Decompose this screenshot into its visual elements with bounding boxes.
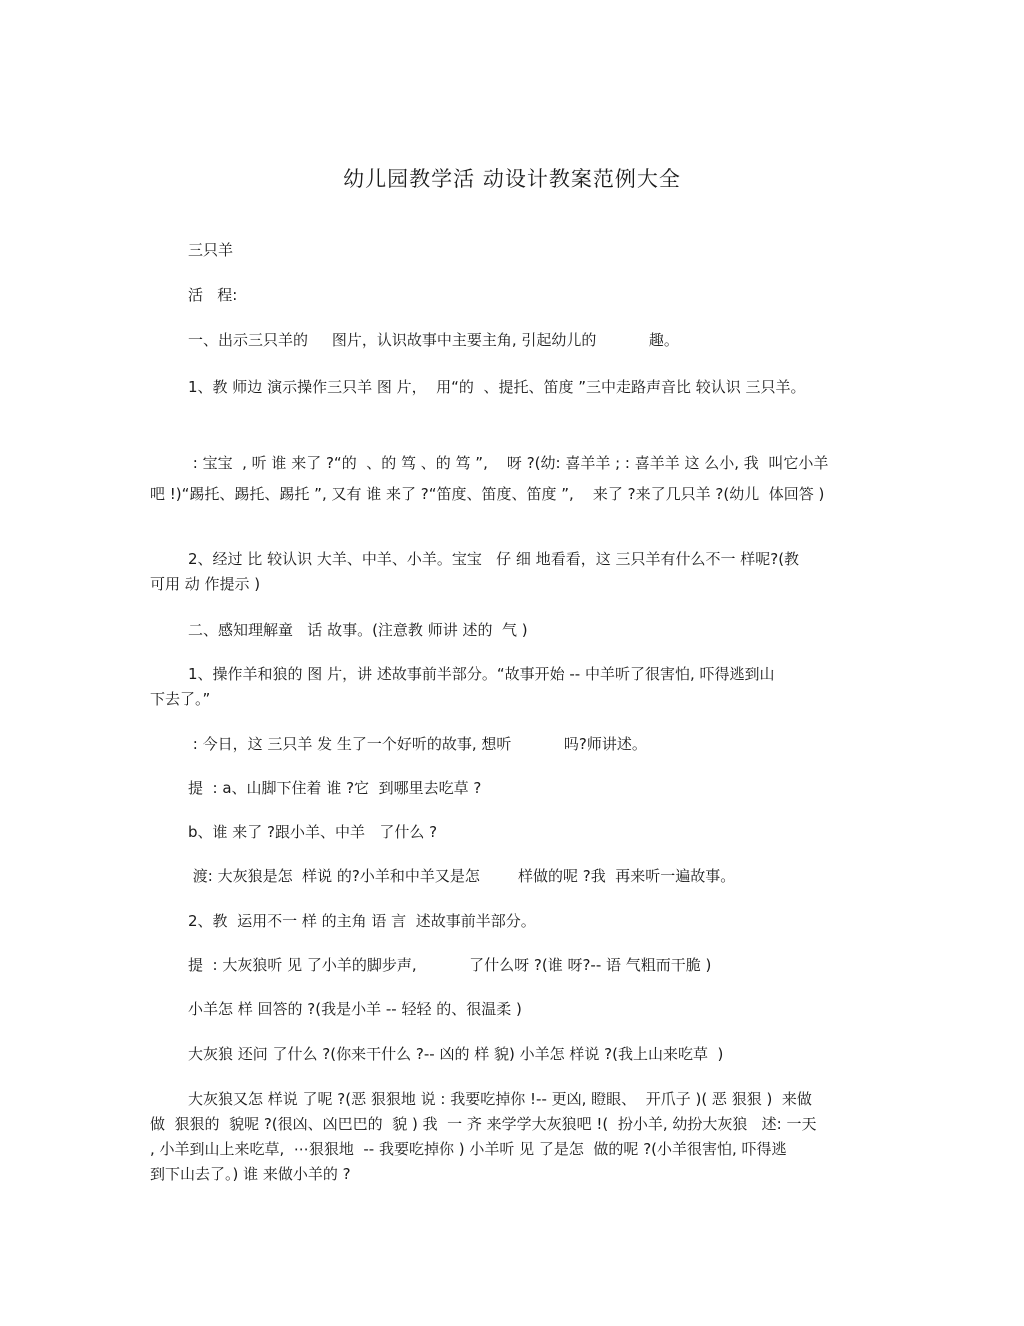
question-a: 提 : a、山脚下住着 谁 ?它 到哪里去吃草 ? [188, 779, 482, 797]
dialogue-paragraph-line-2: 吧 !)“踢托、踢托、踢托 ”, 又有 谁 来了 ?“笛度、笛度、笛度 ”, 来了 ?来了几只羊 ?(幼儿 体回答 ) [150, 485, 825, 503]
activity-process-label: 活 程: [188, 286, 238, 304]
teacher-narration-line: : 今日，这 三只羊 发 生了一个好听的故事, 想听 吗?师讲述。 [188, 735, 647, 753]
section-heading-three-sheep: 三只羊 [188, 241, 234, 259]
step-two-item-1-line-1: 1、操作羊和狼的 图 片，讲 述故事前半部分。“故事开始 -- 中羊听了很害怕, 吓得逃到山 [188, 665, 775, 683]
step-two-item-2: 2、教 运用不一 样 的主角 语 言 述故事前半部分。 [188, 912, 536, 930]
question-b: b、谁 来了 ?跟小羊、中羊 了什么 ? [188, 823, 438, 841]
closing-paragraph-line-2: 做 狠狠的 貌呢 ?(很凶、凶巴巴的 貌 ) 我 一 齐 来学学大灰狼吧 !( 扮小羊, 幼扮大灰狼 述: 一天 [150, 1115, 817, 1133]
transition-line: 渡: 大灰狼是怎 样说 的?小羊和中羊又是怎 样做的呢 ?我 再来听一遍故事。 [188, 867, 736, 885]
prompt-wolf-heard: 提 : 大灰狼听 见 了小羊的脚步声, 了什么呀 ?(谁 呀?-- 语 气粗而干脆 ) [188, 956, 712, 974]
dialogue-paragraph-line-1: : 宝宝 , 听 谁 来了 ?“的 、的 笃 、的 笃 ”, 呀 ?(幼: 喜羊羊 ; : 喜羊羊 这 么小, 我 叫它小羊 [188, 454, 829, 472]
step-two-item-1-line-2: 下去了。” [150, 690, 211, 708]
closing-paragraph-line-3: , 小羊到山上来吃草, ⋯狠狠地 -- 我要吃掉你 ) 小羊听 见 了是怎 做的呢 ?(小羊很害怕, 吓得逃 [150, 1140, 787, 1158]
closing-paragraph-line-1: 大灰狼又怎 样说 了呢 ?(恶 狠狠地 说 : 我要吃掉你 !-- 更凶, 瞪眼、 开爪子 )( 恶 狠狠 ) 来做 [188, 1090, 812, 1108]
closing-paragraph-line-4: 到下山去了。) 谁 来做小羊的 ? [150, 1165, 351, 1183]
page-title: 幼儿园教学活 动设计教案范例大全 [343, 167, 681, 191]
step-one-heading: 一、出示三只羊的 图片，认识故事中主要主角, 引起幼儿的 趣。 [188, 331, 679, 349]
step-one-item-2-line-2: 可用 动 作提示 ) [150, 575, 261, 593]
step-one-item-1: 1、教 师边 演示操作三只羊 图 片， 用“的 、提托、笛度 ”三中走路声音比 较认识 三只羊。 [188, 378, 806, 396]
step-two-heading: 二、感知理解童 话 故事。(注意教 师讲 述的 气 ) [188, 621, 528, 639]
step-one-item-2-line-1: 2、经过 比 较认识 大羊、中羊、小羊。宝宝 仔 细 地看看，这 三只羊有什么不一 样呢?(教 [188, 550, 800, 568]
prompt-wolf-ask: 大灰狼 还问 了什么 ?(你来干什么 ?-- 凶的 样 貌) 小羊怎 样说 ?(我上山来吃草 ) [188, 1045, 724, 1063]
prompt-lamb-answer: 小羊怎 样 回答的 ?(我是小羊 -- 轻轻 的、很温柔 ) [188, 1000, 522, 1018]
